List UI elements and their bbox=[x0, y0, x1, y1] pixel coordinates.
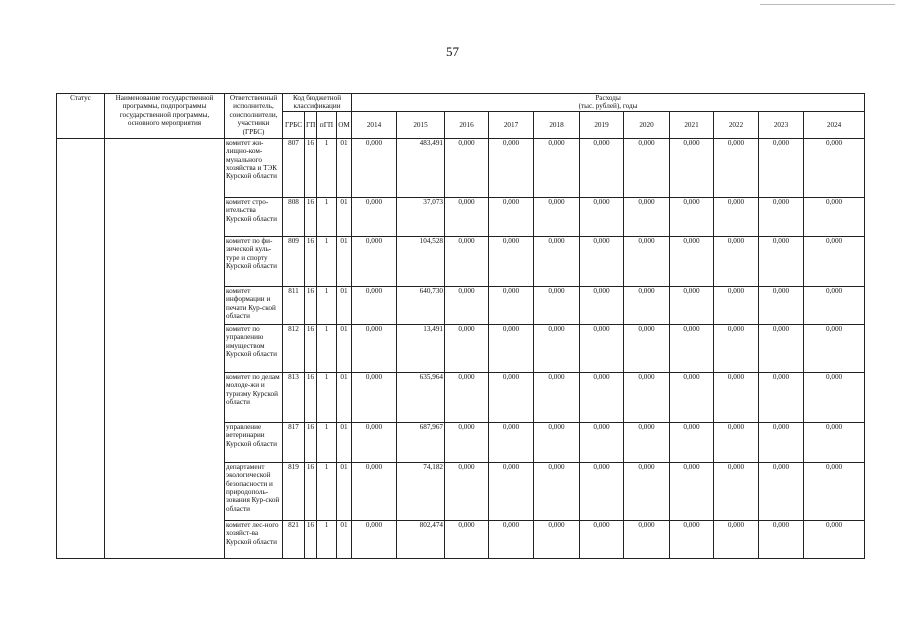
value-cell: 0,000 bbox=[445, 372, 489, 422]
value-cell: 0,000 bbox=[534, 286, 580, 324]
value-cell: 0,000 bbox=[352, 520, 397, 558]
code-cell: 16 bbox=[305, 372, 317, 422]
code-cell: 16 bbox=[305, 138, 317, 197]
header-year-2014: 2014 bbox=[352, 111, 397, 138]
value-cell: 0,000 bbox=[714, 324, 759, 372]
header-year-2023: 2023 bbox=[759, 111, 804, 138]
code-cell: 16 bbox=[305, 462, 317, 520]
code-cell: 1 bbox=[317, 197, 337, 236]
code-cell: 812 bbox=[283, 324, 305, 372]
value-cell: 0,000 bbox=[804, 372, 865, 422]
value-cell: 0,000 bbox=[445, 197, 489, 236]
value-cell: 0,000 bbox=[489, 520, 534, 558]
value-cell: 0,000 bbox=[624, 422, 670, 462]
value-cell: 0,000 bbox=[489, 138, 534, 197]
status-cell bbox=[57, 138, 105, 558]
code-cell: 16 bbox=[305, 197, 317, 236]
code-cell: 1 bbox=[317, 236, 337, 286]
header-year-2015: 2015 bbox=[397, 111, 445, 138]
table-body bbox=[57, 138, 865, 558]
code-cell: 01 bbox=[337, 462, 352, 520]
value-cell: 0,000 bbox=[670, 462, 714, 520]
header-expenses-line1: Расходы bbox=[595, 94, 621, 102]
code-cell: 01 bbox=[337, 372, 352, 422]
code-cell: 813 bbox=[283, 372, 305, 422]
value-cell: 0,000 bbox=[759, 422, 804, 462]
value-cell: 0,000 bbox=[624, 138, 670, 197]
value-cell: 483,491 bbox=[397, 138, 445, 197]
value-cell: 0,000 bbox=[804, 520, 865, 558]
value-cell: 0,000 bbox=[580, 520, 624, 558]
value-cell: 37,073 bbox=[397, 197, 445, 236]
code-cell: 16 bbox=[305, 236, 317, 286]
value-cell: 0,000 bbox=[534, 197, 580, 236]
header-expenses-units: (тыс. рублей), годы bbox=[352, 102, 865, 111]
page-number: 57 bbox=[446, 44, 459, 59]
value-cell: 13,491 bbox=[397, 324, 445, 372]
value-cell: 635,964 bbox=[397, 372, 445, 422]
value-cell: 0,000 bbox=[804, 197, 865, 236]
value-cell: 0,000 bbox=[624, 462, 670, 520]
code-cell: 807 bbox=[283, 138, 305, 197]
value-cell: 0,000 bbox=[714, 197, 759, 236]
value-cell: 0,000 bbox=[804, 422, 865, 462]
header-year-2016: 2016 bbox=[445, 111, 489, 138]
code-cell: 1 bbox=[317, 372, 337, 422]
code-cell: 808 bbox=[283, 197, 305, 236]
header-year-2018: 2018 bbox=[534, 111, 580, 138]
value-cell: 0,000 bbox=[534, 462, 580, 520]
code-cell: 1 bbox=[317, 422, 337, 462]
value-cell: 0,000 bbox=[714, 138, 759, 197]
value-cell: 0,000 bbox=[489, 286, 534, 324]
value-cell: 0,000 bbox=[624, 520, 670, 558]
header-year-2021: 2021 bbox=[670, 111, 714, 138]
value-cell: 0,000 bbox=[352, 372, 397, 422]
header-year-2024: 2024 bbox=[804, 111, 865, 138]
header-code-2: пГП bbox=[317, 111, 337, 138]
top-rule bbox=[760, 4, 895, 5]
value-cell: 0,000 bbox=[670, 372, 714, 422]
code-cell: 01 bbox=[337, 197, 352, 236]
header-year-2017: 2017 bbox=[489, 111, 534, 138]
code-cell: 01 bbox=[337, 138, 352, 197]
value-cell: 0,000 bbox=[670, 286, 714, 324]
code-cell: 16 bbox=[305, 286, 317, 324]
code-cell: 1 bbox=[317, 324, 337, 372]
value-cell: 0,000 bbox=[670, 422, 714, 462]
value-cell: 0,000 bbox=[759, 286, 804, 324]
header-expenses bbox=[352, 94, 865, 103]
value-cell: 0,000 bbox=[534, 236, 580, 286]
value-cell: 0,000 bbox=[445, 236, 489, 286]
value-cell: 0,000 bbox=[489, 197, 534, 236]
value-cell: 0,000 bbox=[580, 236, 624, 286]
value-cell: 0,000 bbox=[714, 422, 759, 462]
value-cell: 0,000 bbox=[804, 286, 865, 324]
value-cell: 0,000 bbox=[624, 286, 670, 324]
value-cell: 0,000 bbox=[804, 236, 865, 286]
header-code-group: Код бюджетной классификации bbox=[283, 94, 352, 112]
value-cell: 640,730 bbox=[397, 286, 445, 324]
value-cell: 104,528 bbox=[397, 236, 445, 286]
header-status: Статус bbox=[57, 94, 105, 139]
value-cell: 0,000 bbox=[489, 324, 534, 372]
value-cell: 0,000 bbox=[624, 197, 670, 236]
value-cell: 0,000 bbox=[759, 520, 804, 558]
executor-cell: комитет лес-ного хозяйст-ва Курской области bbox=[225, 520, 283, 558]
budget-table bbox=[56, 93, 865, 559]
value-cell: 0,000 bbox=[352, 138, 397, 197]
value-cell: 0,000 bbox=[670, 236, 714, 286]
value-cell: 0,000 bbox=[759, 462, 804, 520]
value-cell: 0,000 bbox=[580, 324, 624, 372]
value-cell: 0,000 bbox=[534, 372, 580, 422]
value-cell: 0,000 bbox=[580, 422, 624, 462]
code-cell: 01 bbox=[337, 520, 352, 558]
executor-cell: комитет по управлению имуществом Курской области bbox=[225, 324, 283, 372]
executor-cell: комитет по фи-зической куль-туре и спорту Курской области bbox=[225, 236, 283, 286]
executor-cell: департамент экологической безопасности и природополь-зования Кур-ской области bbox=[225, 462, 283, 520]
value-cell: 0,000 bbox=[759, 324, 804, 372]
executor-cell: комитет по делам молоде-жи и туризму Курской области bbox=[225, 372, 283, 422]
value-cell: 0,000 bbox=[445, 286, 489, 324]
table-header bbox=[57, 94, 865, 139]
table-row bbox=[57, 138, 865, 197]
code-cell: 1 bbox=[317, 138, 337, 197]
value-cell: 0,000 bbox=[352, 236, 397, 286]
code-cell: 01 bbox=[337, 236, 352, 286]
value-cell: 0,000 bbox=[580, 372, 624, 422]
code-cell: 1 bbox=[317, 520, 337, 558]
header-year-2019: 2019 bbox=[580, 111, 624, 138]
value-cell: 0,000 bbox=[489, 422, 534, 462]
code-cell: 16 bbox=[305, 324, 317, 372]
value-cell: 687,967 bbox=[397, 422, 445, 462]
code-cell: 01 bbox=[337, 324, 352, 372]
value-cell: 0,000 bbox=[534, 324, 580, 372]
value-cell: 0,000 bbox=[624, 324, 670, 372]
value-cell: 0,000 bbox=[489, 372, 534, 422]
value-cell: 0,000 bbox=[534, 520, 580, 558]
header-year-2020: 2020 bbox=[624, 111, 670, 138]
value-cell: 0,000 bbox=[714, 236, 759, 286]
value-cell: 0,000 bbox=[714, 520, 759, 558]
code-cell: 811 bbox=[283, 286, 305, 324]
code-cell: 16 bbox=[305, 520, 317, 558]
value-cell: 0,000 bbox=[714, 286, 759, 324]
executor-cell: комитет стро-ительства Курской области bbox=[225, 197, 283, 236]
code-cell: 819 bbox=[283, 462, 305, 520]
value-cell: 0,000 bbox=[670, 520, 714, 558]
name-cell bbox=[105, 138, 225, 558]
executor-cell: управление ветеринарии Курской области bbox=[225, 422, 283, 462]
value-cell: 0,000 bbox=[759, 197, 804, 236]
value-cell: 0,000 bbox=[714, 462, 759, 520]
value-cell: 0,000 bbox=[352, 286, 397, 324]
value-cell: 0,000 bbox=[534, 138, 580, 197]
value-cell: 0,000 bbox=[804, 324, 865, 372]
code-cell: 809 bbox=[283, 236, 305, 286]
header-code-0: ГРБС bbox=[283, 111, 305, 138]
value-cell: 0,000 bbox=[670, 324, 714, 372]
value-cell: 0,000 bbox=[352, 197, 397, 236]
value-cell: 0,000 bbox=[714, 372, 759, 422]
header-year-2022: 2022 bbox=[714, 111, 759, 138]
value-cell: 0,000 bbox=[445, 422, 489, 462]
value-cell: 0,000 bbox=[759, 138, 804, 197]
code-cell: 01 bbox=[337, 422, 352, 462]
code-cell: 817 bbox=[283, 422, 305, 462]
value-cell: 0,000 bbox=[352, 324, 397, 372]
value-cell: 0,000 bbox=[580, 462, 624, 520]
value-cell: 0,000 bbox=[670, 138, 714, 197]
value-cell: 0,000 bbox=[534, 422, 580, 462]
value-cell: 0,000 bbox=[759, 236, 804, 286]
executor-cell: комитет жи-лищно-ком-мунального хозяйства и ТЭК Курской области bbox=[225, 138, 283, 197]
value-cell: 0,000 bbox=[759, 372, 804, 422]
value-cell: 0,000 bbox=[624, 236, 670, 286]
value-cell: 0,000 bbox=[670, 197, 714, 236]
value-cell: 0,000 bbox=[445, 462, 489, 520]
code-cell: 1 bbox=[317, 462, 337, 520]
value-cell: 0,000 bbox=[489, 236, 534, 286]
value-cell: 0,000 bbox=[580, 138, 624, 197]
value-cell: 0,000 bbox=[580, 197, 624, 236]
value-cell: 0,000 bbox=[804, 462, 865, 520]
value-cell: 0,000 bbox=[445, 324, 489, 372]
code-cell: 16 bbox=[305, 422, 317, 462]
code-cell: 01 bbox=[337, 286, 352, 324]
header-name: Наименование государственной программы, подпрограммы государственной программы, основного мероприятия bbox=[105, 94, 225, 139]
value-cell: 802,474 bbox=[397, 520, 445, 558]
header-code-1: ГП bbox=[305, 111, 317, 138]
value-cell: 0,000 bbox=[445, 138, 489, 197]
value-cell: 0,000 bbox=[624, 372, 670, 422]
value-cell: 0,000 bbox=[352, 462, 397, 520]
value-cell: 0,000 bbox=[804, 138, 865, 197]
value-cell: 0,000 bbox=[352, 422, 397, 462]
header-code-3: ОМ bbox=[337, 111, 352, 138]
code-cell: 821 bbox=[283, 520, 305, 558]
value-cell: 0,000 bbox=[580, 286, 624, 324]
code-cell: 1 bbox=[317, 286, 337, 324]
header-executor: Ответственный исполнитель, соисполнители, участники (ГРБС) bbox=[225, 94, 283, 139]
value-cell: 0,000 bbox=[445, 520, 489, 558]
executor-cell: комитет информации и печати Кур-ской области bbox=[225, 286, 283, 324]
value-cell: 74,182 bbox=[397, 462, 445, 520]
value-cell: 0,000 bbox=[489, 462, 534, 520]
